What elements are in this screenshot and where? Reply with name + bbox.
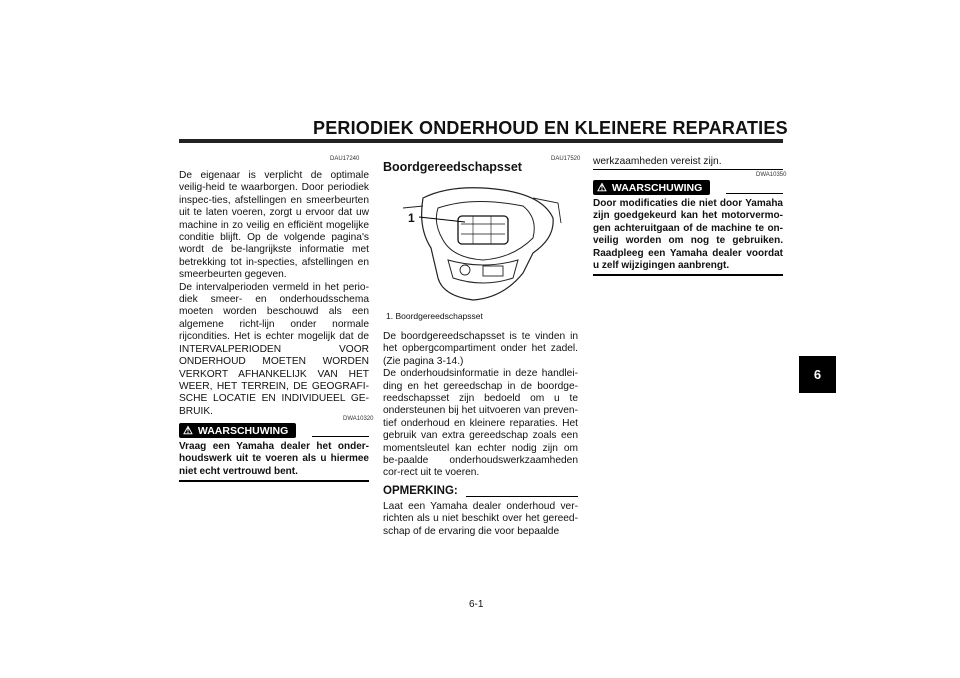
toolkit-paragraph-2: De onderhoudsinformatie in deze handlei-ding en het gereedschap in de boordge-reedschapsset zijn bedoeld om u te ondersteunen bij het uitvoeren van preven-tief onderhoud en kleinere reparaties. Het gebruik van extra gereedschap zoals een momentsleutel kan echter nodig zijn om be-paalde onderhoudswerkzaamheden cor-rect uit te voeren. bbox=[383, 368, 578, 479]
continuation-text: werkzaamheden vereist zijn. bbox=[593, 156, 722, 167]
warning-code: DWA10320 bbox=[343, 416, 374, 422]
warning-header bbox=[593, 180, 783, 200]
warning-bottom-rule bbox=[179, 480, 369, 482]
intro-text bbox=[179, 170, 369, 418]
warning-label: WAARSCHUWING bbox=[197, 424, 289, 437]
section-rule bbox=[593, 169, 783, 170]
section-code: DAU17520 bbox=[551, 156, 581, 162]
chapter-tab: 6 bbox=[799, 356, 836, 393]
toolkit-figure bbox=[383, 178, 578, 303]
toolkit-paragraph-1: De boordgereedschapsset is te vinden in het opbergcompartiment onder het zadel. (Zie pagina 3-14.) bbox=[383, 331, 578, 367]
warning-bottom-rule bbox=[593, 274, 783, 276]
note-heading: OPMERKING: bbox=[383, 485, 458, 497]
warning-badge bbox=[179, 423, 296, 438]
toolkit-text bbox=[383, 331, 578, 480]
warning-text: Door modificaties die niet door Yamaha zijn goedgekeurd kan het motorvermo-gen achteruitgaan of de machine te on-veilig worden om nog te gebruiken. Raadpleeg een Yamaha dealer voordat u zelf wijzigingen aanbrengt. bbox=[593, 198, 783, 272]
warning-code: DWA10350 bbox=[756, 172, 787, 178]
header-rule bbox=[179, 139, 783, 143]
page-number: 6-1 bbox=[469, 599, 484, 610]
warning-header bbox=[179, 423, 369, 443]
page-title: PERIODIEK ONDERHOUD EN KLEINERE REPARATIES bbox=[313, 118, 788, 138]
section-heading: Boordgereedschapsset bbox=[383, 160, 522, 174]
warning-text: Vraag een Yamaha dealer het onder-houdswerk uit te voeren als u hiermee niet echt vertrouwd bent. bbox=[179, 441, 369, 477]
warning-rule bbox=[726, 193, 783, 194]
note-text: Laat een Yamaha dealer onderhoud ver-richten als u niet beschikt over het gereed-schap of de ervaring die voor bepaalde bbox=[383, 501, 578, 537]
note-rule bbox=[466, 496, 578, 497]
warning-triangle-icon: ⚠ bbox=[183, 425, 193, 437]
section-code: DAU17240 bbox=[330, 156, 360, 162]
intro-paragraph-1: De eigenaar is verplicht de optimale veilig-heid te waarborgen. Door periodiek inspec-ties, afstellingen en smeerbeurten uit te laten voeren, zorgt u ervoor dat uw machine in zo veilig en efficiënt mogelijke conditie blijft. Op de volgende pagina's wordt de be-langrijkste informatie met betrekking tot in-specties, afstellingen en smeerbeurten gegeven. bbox=[179, 170, 369, 281]
warning-badge bbox=[593, 180, 710, 195]
figure-caption: 1. Boordgereedschapsset bbox=[386, 311, 483, 321]
figure-callout-number: 1 bbox=[408, 211, 415, 225]
warning-label: WAARSCHUWING bbox=[611, 181, 703, 194]
warning-triangle-icon: ⚠ bbox=[597, 182, 607, 194]
intro-paragraph-2: De intervalperioden vermeld in het perio-diek smeer- en onderhoudsschema moeten worden beschouwd als een algemene richt-lijn onder normale rijcondities. Het is echter mogelijk dat de INTERVALPERIODEN VOOR ONDERHOUD MOETEN WORDEN VERKORT AFHANKELIJK VAN HET WEER, HET TERREIN, DE GEOGRAFI-SCHE LOCATIE EN INDIVIDUEEL GE-BRUIK. bbox=[179, 281, 369, 417]
warning-rule bbox=[312, 436, 369, 437]
